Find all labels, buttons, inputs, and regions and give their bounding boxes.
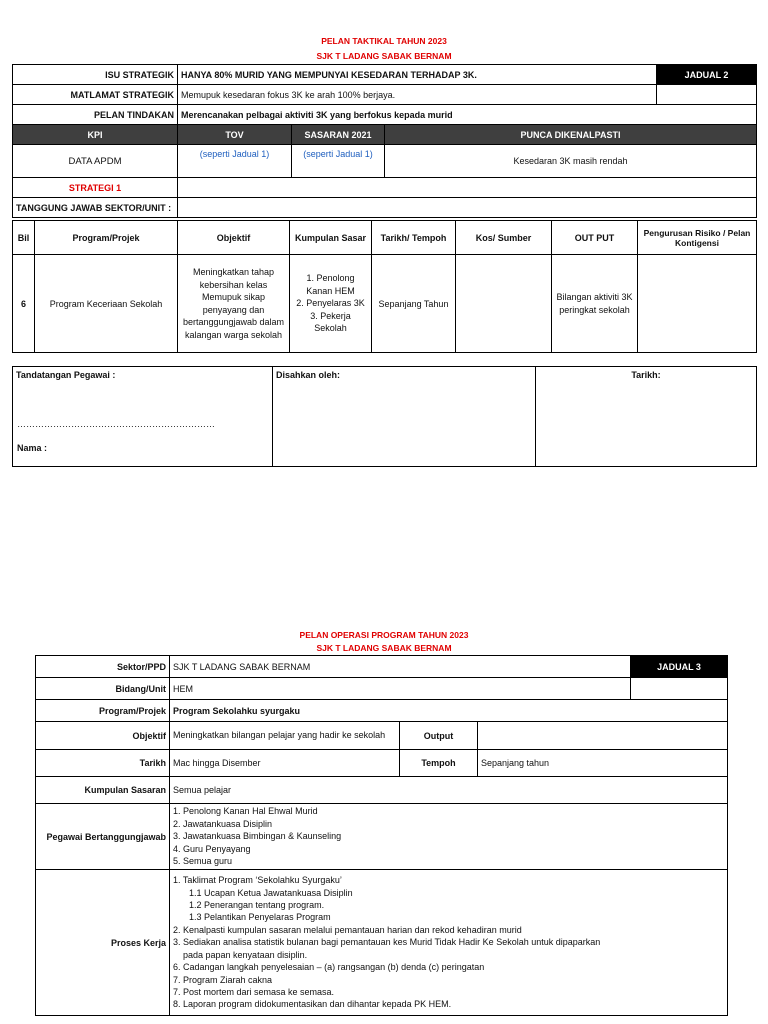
kumpulan-item: 2. Penyelaras 3K <box>296 298 365 309</box>
list-item: 5. Semua guru <box>173 856 233 867</box>
objektif-label: Objektif <box>36 722 170 750</box>
list-item: 1. Penolong Kanan Hal Ehwal Murid <box>173 806 318 817</box>
data-apdm: DATA APDM <box>13 145 178 178</box>
pegawai-list <box>170 804 728 870</box>
doc1-subtitle: SJK T LADANG SABAK BERNAM <box>316 51 452 61</box>
output-label: Output <box>400 722 478 750</box>
tov-header: TOV <box>178 125 292 145</box>
pelan-label: PELAN TINDAKAN <box>13 105 178 125</box>
col-bil: Bil <box>13 221 35 255</box>
row-objektif: Meningkatkan tahap kebersihan kelas Memupuk sikap penyayang dan bertanggungjawab dalam kalangan warga sekolah <box>178 255 290 353</box>
tarikh-label: Tarikh: <box>536 367 757 467</box>
kumpulan-value: Semua pelajar <box>170 777 728 804</box>
list-item: 4. Guru Penyayang <box>173 843 251 854</box>
strategi-value <box>178 178 757 198</box>
list-item: pada papan kenyataan disiplin. <box>183 949 308 960</box>
list-item: 2. Jawatankuasa Disiplin <box>173 818 273 829</box>
list-item: 3. Jawatankuasa Bimbingan & Kaunseling <box>173 831 342 842</box>
strategi-label: STRATEGI 1 <box>13 178 178 198</box>
proses-label: Proses Kerja <box>36 870 170 1016</box>
list-item: 1.3 Pelantikan Penyelaras Program <box>189 912 331 923</box>
matlamat-value: Memupuk kesedaran fokus 3K ke arah 100% berjaya. <box>178 85 657 105</box>
matlamat-label: MATLAMAT STRATEGIK <box>13 85 178 105</box>
tarikh-label: Tarikh <box>36 750 170 777</box>
bidang-label: Bidang/Unit <box>36 678 170 700</box>
kpi-header: KPI <box>13 125 178 145</box>
list-item: 1.2 Penerangan tentang program. <box>189 900 325 911</box>
col-program: Program/Projek <box>35 221 178 255</box>
list-item: 7. Post mortem dari semasa ke semasa. <box>173 986 335 997</box>
nama-label: Nama : <box>17 443 48 453</box>
jadual-3-badge: JADUAL 3 <box>631 656 728 678</box>
list-item: 7. Program Ziarah cakna <box>173 974 273 985</box>
pelan-value: Merencanakan pelbagai aktiviti 3K yang berfokus kepada murid <box>178 105 757 125</box>
program-table <box>12 220 757 353</box>
signature-line: ………………………………………………………… <box>17 419 215 429</box>
doc2-subtitle: SJK T LADANG SABAK BERNAM <box>316 643 452 653</box>
col-objektif: Objektif <box>178 221 290 255</box>
punca-header: PUNCA DIKENALPASTI <box>385 125 757 145</box>
list-item: 6. Cadangan langkah penyelesaian – (a) rangsangan (b) denda (c) peringatan <box>173 962 485 973</box>
doc1-title: PELAN TAKTIKAL TAHUN 2023 <box>321 36 447 46</box>
operation-plan-table <box>35 655 728 1016</box>
tandatangan-cell <box>13 367 273 467</box>
row-kos <box>456 255 552 353</box>
bidang-empty <box>631 678 728 700</box>
sasaran-header: SASARAN 2021 <box>292 125 385 145</box>
row-kumpulan <box>290 255 372 353</box>
output-value <box>478 722 728 750</box>
sasaran-value: (seperti Jadual 1) <box>292 145 385 178</box>
kumpulan-item: 1. Penolong Kanan HEM <box>306 273 355 296</box>
sektor-label: Sektor/PPD <box>36 656 170 678</box>
sektor-value: SJK T LADANG SABAK BERNAM <box>170 656 631 678</box>
col-risiko: Pengurusan Risiko / Pelan Kontigensi <box>638 221 757 255</box>
row-bil: 6 <box>13 255 35 353</box>
col-tarikh: Tarikh/ Tempoh <box>372 221 456 255</box>
program-label: Program/Projek <box>36 700 170 722</box>
tactical-plan-header-table <box>12 64 757 218</box>
list-item: 2. Kenalpasti kumpulan sasaran melalui pemantauan harian dan rekod kehadiran murid <box>173 924 522 935</box>
col-output: OUT PUT <box>552 221 638 255</box>
signature-table <box>12 366 757 467</box>
kumpulan-label: Kumpulan Sasaran <box>36 777 170 804</box>
pegawai-label: Pegawai Bertanggungjawab <box>36 804 170 870</box>
isu-label: ISU STRATEGIK <box>13 65 178 85</box>
tarikh-value: Mac hingga Disember <box>170 750 400 777</box>
proses-list <box>170 870 728 1016</box>
punca-value: Kesedaran 3K masih rendah <box>385 145 757 178</box>
tempoh-label: Tempoh <box>400 750 478 777</box>
doc2-title: PELAN OPERASI PROGRAM TAHUN 2023 <box>299 630 469 640</box>
tanggung-jawab-value <box>178 198 757 218</box>
kumpulan-item: 3. Pekerja Sekolah <box>310 310 351 334</box>
col-kumpulan: Kumpulan Sasar <box>290 221 372 255</box>
table-row <box>13 255 757 353</box>
list-item: 3. Sediakan analisa statistik bulanan bagi pemantauan kes Murid Tidak Hadir Ke Sekolah untuk dipaparkan <box>173 937 601 948</box>
disahkan-label: Disahkan oleh: <box>273 367 536 467</box>
tov-value: (seperti Jadual 1) <box>178 145 292 178</box>
row-program: Program Keceriaan Sekolah <box>35 255 178 353</box>
col-kos: Kos/ Sumber <box>456 221 552 255</box>
program-value: Program Sekolahku syurgaku <box>170 700 728 722</box>
isu-value: HANYA 80% MURID YANG MEMPUNYAI KESEDARAN TERHADAP 3K. <box>178 65 657 85</box>
jadual-2-badge: JADUAL 2 <box>657 65 757 85</box>
tanggung-jawab-label: TANGGUNG JAWAB SEKTOR/UNIT : <box>13 198 178 218</box>
tempoh-value: Sepanjang tahun <box>478 750 728 777</box>
objektif-value: Meningkatkan bilangan pelajar yang hadir ke sekolah <box>170 722 400 750</box>
row-output: Bilangan aktiviti 3K peringkat sekolah <box>552 255 638 353</box>
matlamat-empty <box>657 85 757 105</box>
list-item: 1. Taklimat Program ‘Sekolahku Syurgaku’ <box>173 875 342 886</box>
row-risiko <box>638 255 757 353</box>
tandatangan-label: Tandatangan Pegawai : <box>16 370 116 380</box>
list-item: 1.1 Ucapan Ketua Jawatankuasa Disiplin <box>189 887 353 898</box>
list-item: 8. Laporan program didokumentasikan dan dihantar kepada PK HEM. <box>173 999 452 1010</box>
bidang-value: HEM <box>170 678 631 700</box>
row-tarikh: Sepanjang Tahun <box>372 255 456 353</box>
